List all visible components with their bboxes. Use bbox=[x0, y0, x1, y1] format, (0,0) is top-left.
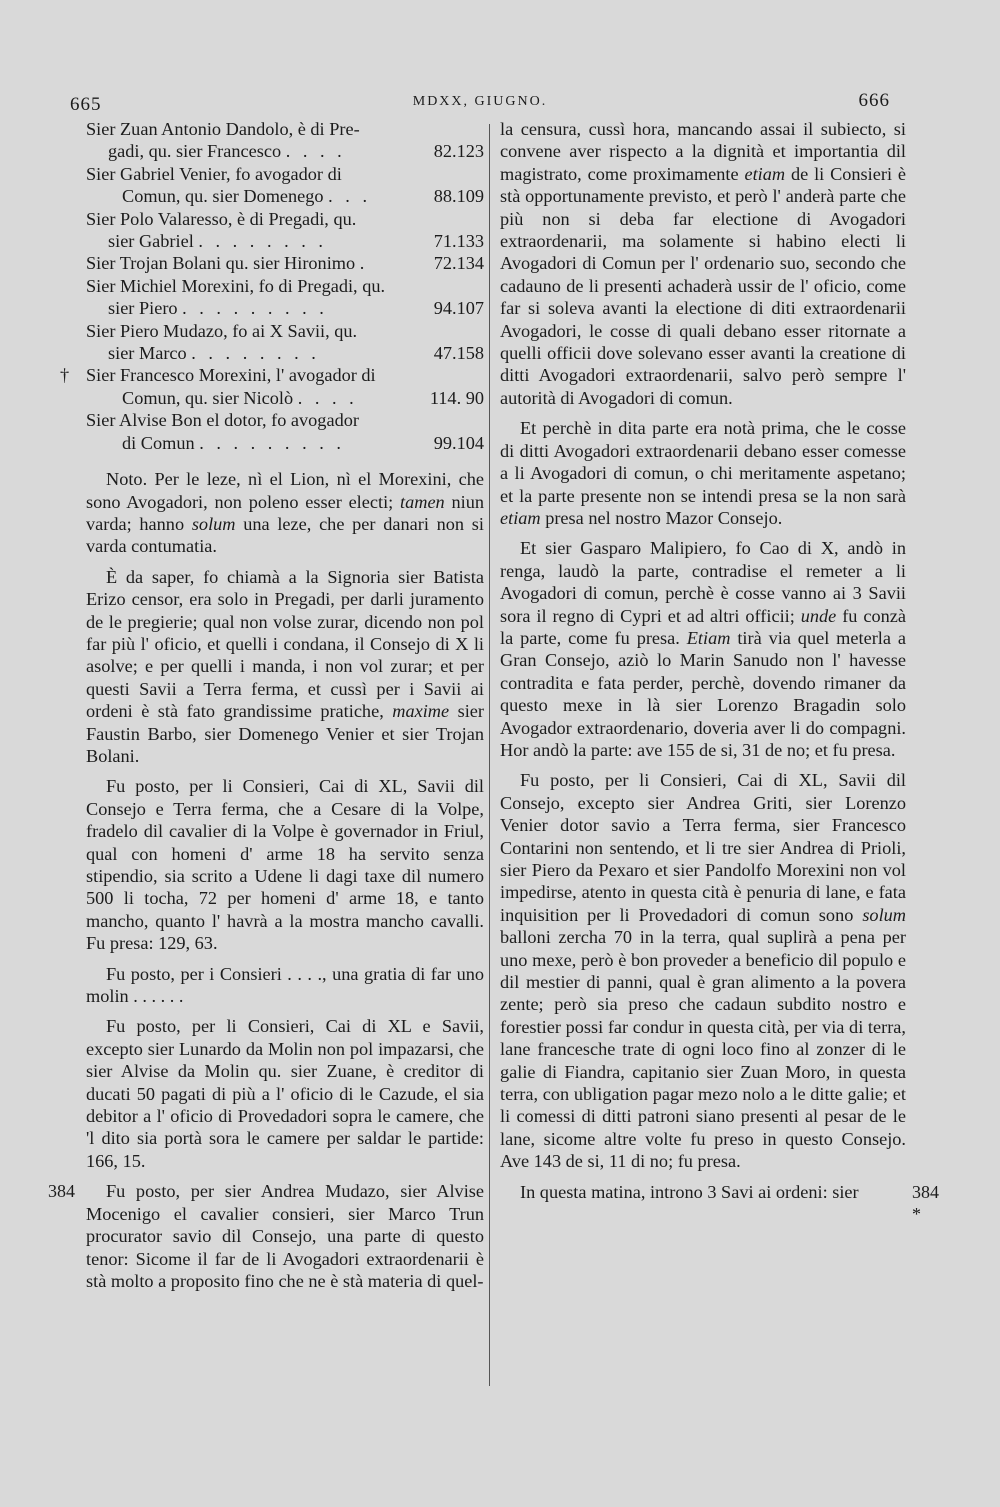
paragraph: In questa matina, introno 3 Savi ai ordeni: sier bbox=[520, 1181, 859, 1202]
right-page-number: 666 bbox=[858, 90, 890, 111]
ballot-votes: 88.109 bbox=[433, 186, 484, 207]
running-title: MDXX, GIUGNO. bbox=[412, 94, 548, 109]
ballot-entry: Sier Polo Valaresso, è di Pregadi, qu. sier Gabriel . . . . . . . . 71.133 bbox=[86, 208, 484, 252]
ballot-entry: Sier Michiel Morexini, fo di Pregadi, qu. sier Piero . . . . . . . . . 94.107 bbox=[86, 275, 484, 319]
paragraph: Noto. Per le leze, nì el Lion, nì el Morexini, che sono Avogadori, non poleno esser electi; tamen niun varda; hanno solum una leze, che per danari non si varda contumatia. bbox=[86, 469, 484, 557]
paragraph: Fu posto, per li Consieri, Cai di XL, Savii dil Consejo e Terra ferma, che a Cesare di la Volpe, fradelo dil cavalier di la Volpe è governador in Friul, qual con homeni d' arme 18 ha servito senza stipendio, sia scrito a Udene li dagi taxe dil numero 500 li tocha, 72 per homeni d' arme 18, e tanto mancho, quanto l' havrà a la mostra mancho cavalli. Fu presa: 129, 63. bbox=[86, 776, 484, 954]
column-divider bbox=[489, 124, 490, 1386]
ballot-votes: 47.158 bbox=[433, 343, 484, 364]
ballot-entry: Sier Piero Mudazo, fo ai X Savii, qu. sier Marco . . . . . . . . 47.158 bbox=[86, 320, 484, 364]
ballot-entry: † Sier Francesco Morexini, l' avogador di Comun, qu. sier Nicolò . . . . 114. 90 bbox=[60, 365, 484, 408]
margin-folio-number: 384 bbox=[48, 1181, 75, 1202]
paragraph: Fu posto, per i Consieri . . . ., una gratia di far uno molin . . . . . . bbox=[86, 963, 484, 1007]
ballot-entry: Sier Gabriel Venier, fo avogador di Comun, qu. sier Domenego . . . 88.109 bbox=[86, 163, 484, 207]
paragraph: Fu posto, per li Consieri, Cai di XL, Savii dil Consejo, excepto sier Andrea Griti, sier Lorenzo Venier dotor savio a Terra ferma, sier Francesco Contarini non sentendo, et li tre sier Andrea di Prioli, sier Piero da Pexaro et sier Pandolfo Morexini non vol impedirse, atento in questa cità è penuria di lane, e fata inquisition per li Provedadori di comun sono solum balloni zercha 70 in la terra, qual suplirà a pena per uno mexe, però è bon proveder a beneficio dil populo e dil mestier di panni, qual è gran alimento a la povera zente; però sia preso che cadaun subdito nostro e forestier possi far condur in questa cità, per via di terra, lane francesche trate di ogni loco fino al zonzer di le galie di Fiandra, capitanio sier Zuan Moro, in questa terra, con ubligation pagar mezo nolo a le ditte galie; et li comessi di ditti patroni siano presenti al pesar de le lane, sicome altre volte fu preso in questo Consejo. Ave 143 de si, 11 di no; fu presa. bbox=[500, 770, 906, 1172]
cross-mark-icon: † bbox=[60, 365, 70, 386]
ballot-votes: 82.123 bbox=[433, 141, 484, 162]
ballot-entry: Sier Alvise Bon el dotor, fo avogador di Comun . . . . . . . . . 99.104 bbox=[86, 410, 484, 453]
margin-folio-number: 384 * bbox=[912, 1181, 939, 1225]
page-header bbox=[70, 90, 890, 116]
ballot-votes: 72.134 bbox=[433, 253, 484, 274]
ballot-votes: 114. 90 bbox=[429, 387, 484, 408]
ballot-entry: Sier Zuan Antonio Dandolo, è di Pre- gadi, qu. sier Francesco . . . . 82.123 bbox=[86, 119, 484, 162]
ballot-votes: 94.107 bbox=[433, 298, 484, 319]
ballot-entry: Sier Trojan Bolani qu. sier Hironimo . 72.134 bbox=[86, 253, 484, 274]
left-column bbox=[48, 118, 484, 1292]
paragraph: È da saper, fo chiamà a la Signoria sier Batista Erizo censor, era solo in Pregadi, per darli juramento de le pregierie; qual non volse zurar, dicendo non pol far più l' oficio, et quelli i condana, il Consejo di X li asolve; e per quelli i manda, i non vol zurar; et per questi Savii a Terra ferma, et cussì per i Savii ai ordeni è stà fato grandissime pratiche, maxime sier Faustin Barbo, sier Domenego Venier et sier Trojan Bolani. bbox=[86, 566, 484, 766]
ballot-votes: 71.133 bbox=[433, 231, 484, 252]
paragraph: Fu posto, per sier Andrea Mudazo, sier Alvise Mocenigo el cavalier consieri, sier Marco Trun procurator savio dil Consejo, una parte di questo tenor: Sicome il far de li Avogadori extraordenarii è stà molto a proposito fino che ne è stà materia di quel- bbox=[86, 1181, 484, 1291]
right-column bbox=[500, 118, 939, 1225]
paragraph: la censura, cussì hora, mancando assai il subiecto, si convene aver rispecto a la dignità et importantia dil magistrato, come proximamente etiam de li Consieri è stà opportunamente previsto, et però l' anderà parte che più non si deba far electione di Avogadori extraordenarii, ma solamente si habino electi li Avogadori di Comun per l' ordenario suo, secondo che cadauno de li presenti achaderà ussir de l' oficio, come far si soleva avanti la electione di diti extraordenarii Avogadori, le cosse di quali debano esser ritornate a quelli officii dove solevano esser avanti la creatione di ditti Avogadori extraordenarii, salvo però sempre l' autorità di Avogadori di comun. bbox=[500, 119, 906, 408]
left-page-number: 665 bbox=[70, 94, 102, 115]
paragraph: Et sier Gasparo Malipiero, fo Cao di X, andò in renga, laudò la parte, contradise el remeter a li Avogadori di comun, perchè è cosse vanno ai 3 Savii sora il regno di Cypri et ad altri officii; unde fu conzà la parte, come fu presa. Etiam tirà via quel meterla a Gran Consejo, aziò lo Marin Sanudo non l' havesse contradita e fata perder, perchè, dovendo rimaner da questo mexe in là sier Lorenzo Bragadin solo Avogador extraordenario, doveria aver li do compagni. Hor andò la parte: ave 155 de si, 31 de no; et fu presa. bbox=[500, 538, 906, 760]
paragraph: Fu posto, per li Consieri, Cai di XL e Savii, excepto sier Lunardo da Molin non pol impazarsi, che sier Alvise da Molin qu. sier Zuane, è creditor di ducati 50 pagati di più a l' oficio di le Cazude, el sia debitor a l' oficio di Provedadori sopra le camere, che 'l dito sia portà sora le camere per saldar le partide: 166, 15. bbox=[86, 1016, 484, 1171]
ballot-votes: 99.104 bbox=[433, 432, 484, 453]
paragraph: Et perchè in dita parte era notà prima, che le cosse di ditti Avogadori extraordenarii debano esser comesse a li Avogadori di comun, o chi meritamente aspetano; et la parte presente non se intendi presa se la non sarà etiam presa nel nostro Mazor Consejo. bbox=[500, 418, 906, 528]
